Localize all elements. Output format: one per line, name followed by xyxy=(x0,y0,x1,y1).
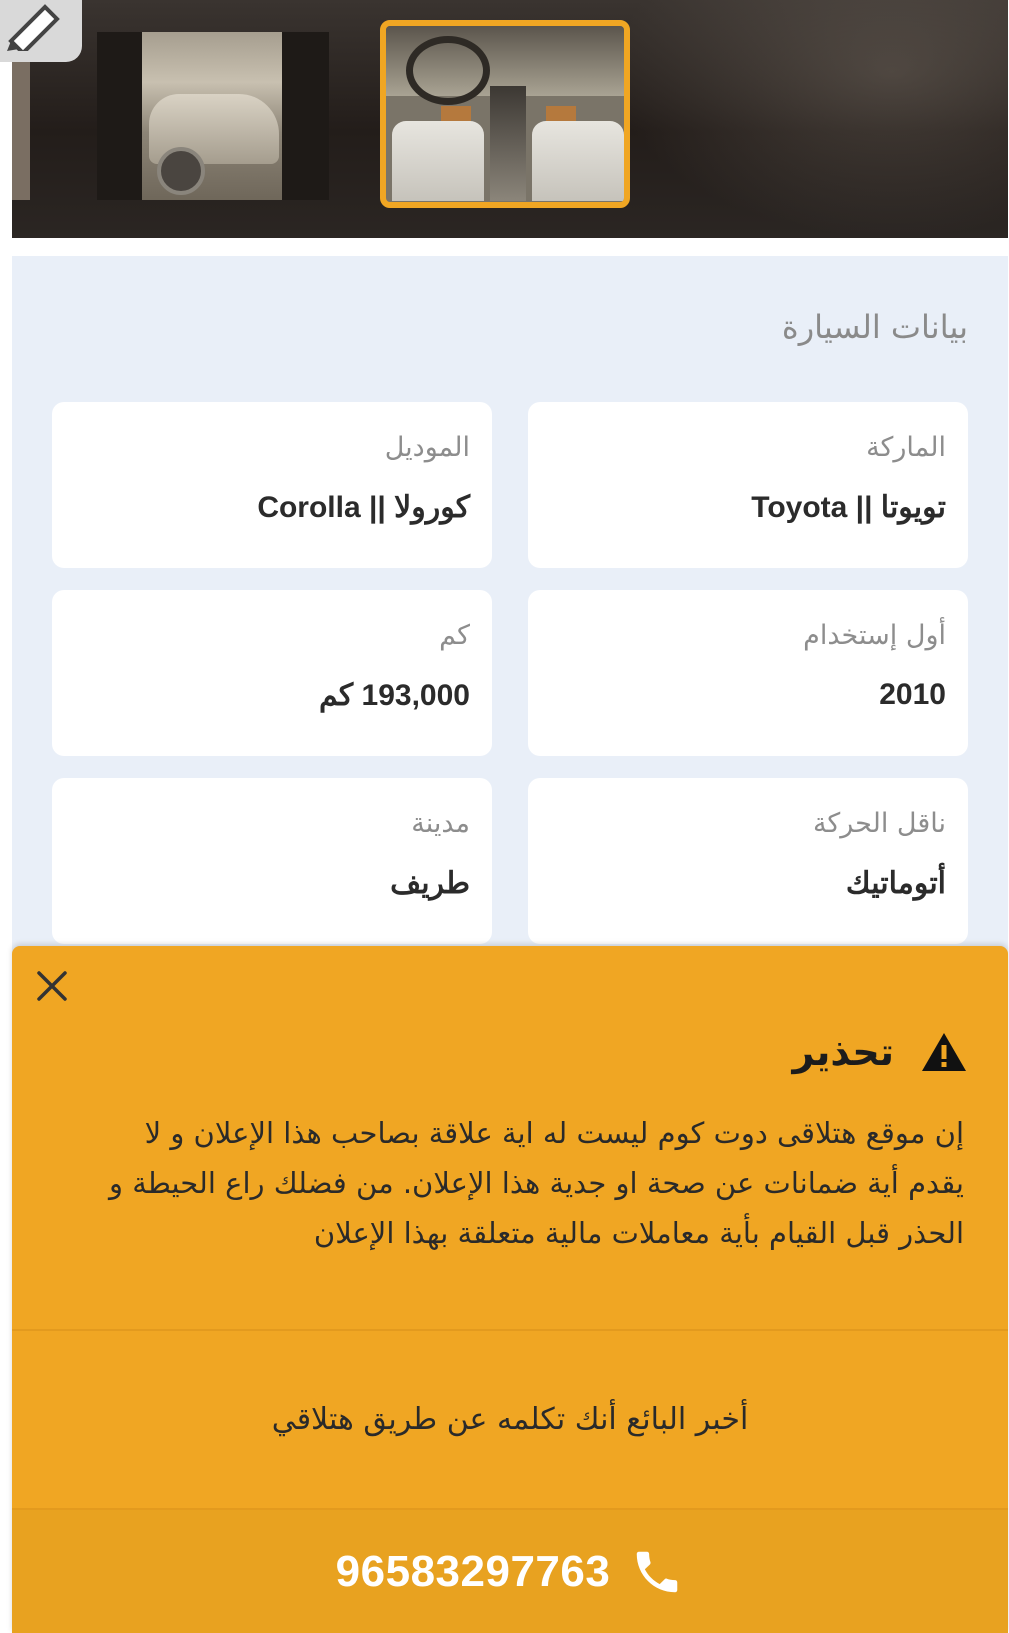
pencil-icon xyxy=(5,1,65,51)
field-city xyxy=(52,778,492,944)
warning-message: إن موقع هتلاقى دوت كوم ليست له اية علاقة بصاحب هذا الإعلان و لا يقدم أية ضمانات عن صحة او جدية هذا الإعلان. من فضلك راع الحيطة و الحذر قبل القيام بأية معاملات مالية متعلقة بهذا الإعلان xyxy=(109,1116,964,1250)
close-icon xyxy=(35,969,69,1003)
field-value: 193,000 كم xyxy=(318,679,470,712)
warning-sheet xyxy=(12,946,1008,1633)
gallery-thumbnail-exterior[interactable] xyxy=(97,32,329,200)
field-label: كم xyxy=(439,620,470,651)
photo-gallery xyxy=(12,0,1008,238)
field-value: أتوماتيك xyxy=(845,867,946,900)
field-km xyxy=(52,590,492,756)
call-seller-button[interactable] xyxy=(12,1510,1008,1633)
warning-header xyxy=(792,1022,968,1082)
field-value: كورولا || Corolla xyxy=(257,491,470,524)
field-value: طريف xyxy=(390,867,470,900)
field-label: ناقل الحركة xyxy=(812,808,946,839)
close-button[interactable] xyxy=(32,966,72,1006)
gallery-thumbnail-interior-selected[interactable] xyxy=(380,20,630,208)
field-brand xyxy=(528,402,968,568)
field-value: تويوتا || Toyota xyxy=(751,491,946,524)
tell-seller-note: أخبر البائع أنك تكلمه عن طريق هتلاقي xyxy=(271,1402,749,1437)
section-title: بيانات السيارة xyxy=(781,308,968,346)
field-model xyxy=(52,402,492,568)
phone-number: 96583297763 xyxy=(335,1546,611,1596)
edit-button[interactable] xyxy=(0,0,82,62)
warning-title: تحذير xyxy=(792,1030,894,1074)
field-transmission xyxy=(528,778,968,944)
field-label: الموديل xyxy=(384,432,470,463)
warning-triangle-icon xyxy=(920,1031,968,1073)
field-value: 2010 xyxy=(879,678,946,711)
field-first-use xyxy=(528,590,968,756)
field-label: الماركة xyxy=(866,432,946,463)
field-label: مدينة xyxy=(411,808,470,839)
field-label: أول إستخدام xyxy=(803,620,946,651)
gallery-background xyxy=(612,0,1008,238)
car-data-section xyxy=(12,256,1008,956)
phone-icon xyxy=(630,1545,684,1599)
